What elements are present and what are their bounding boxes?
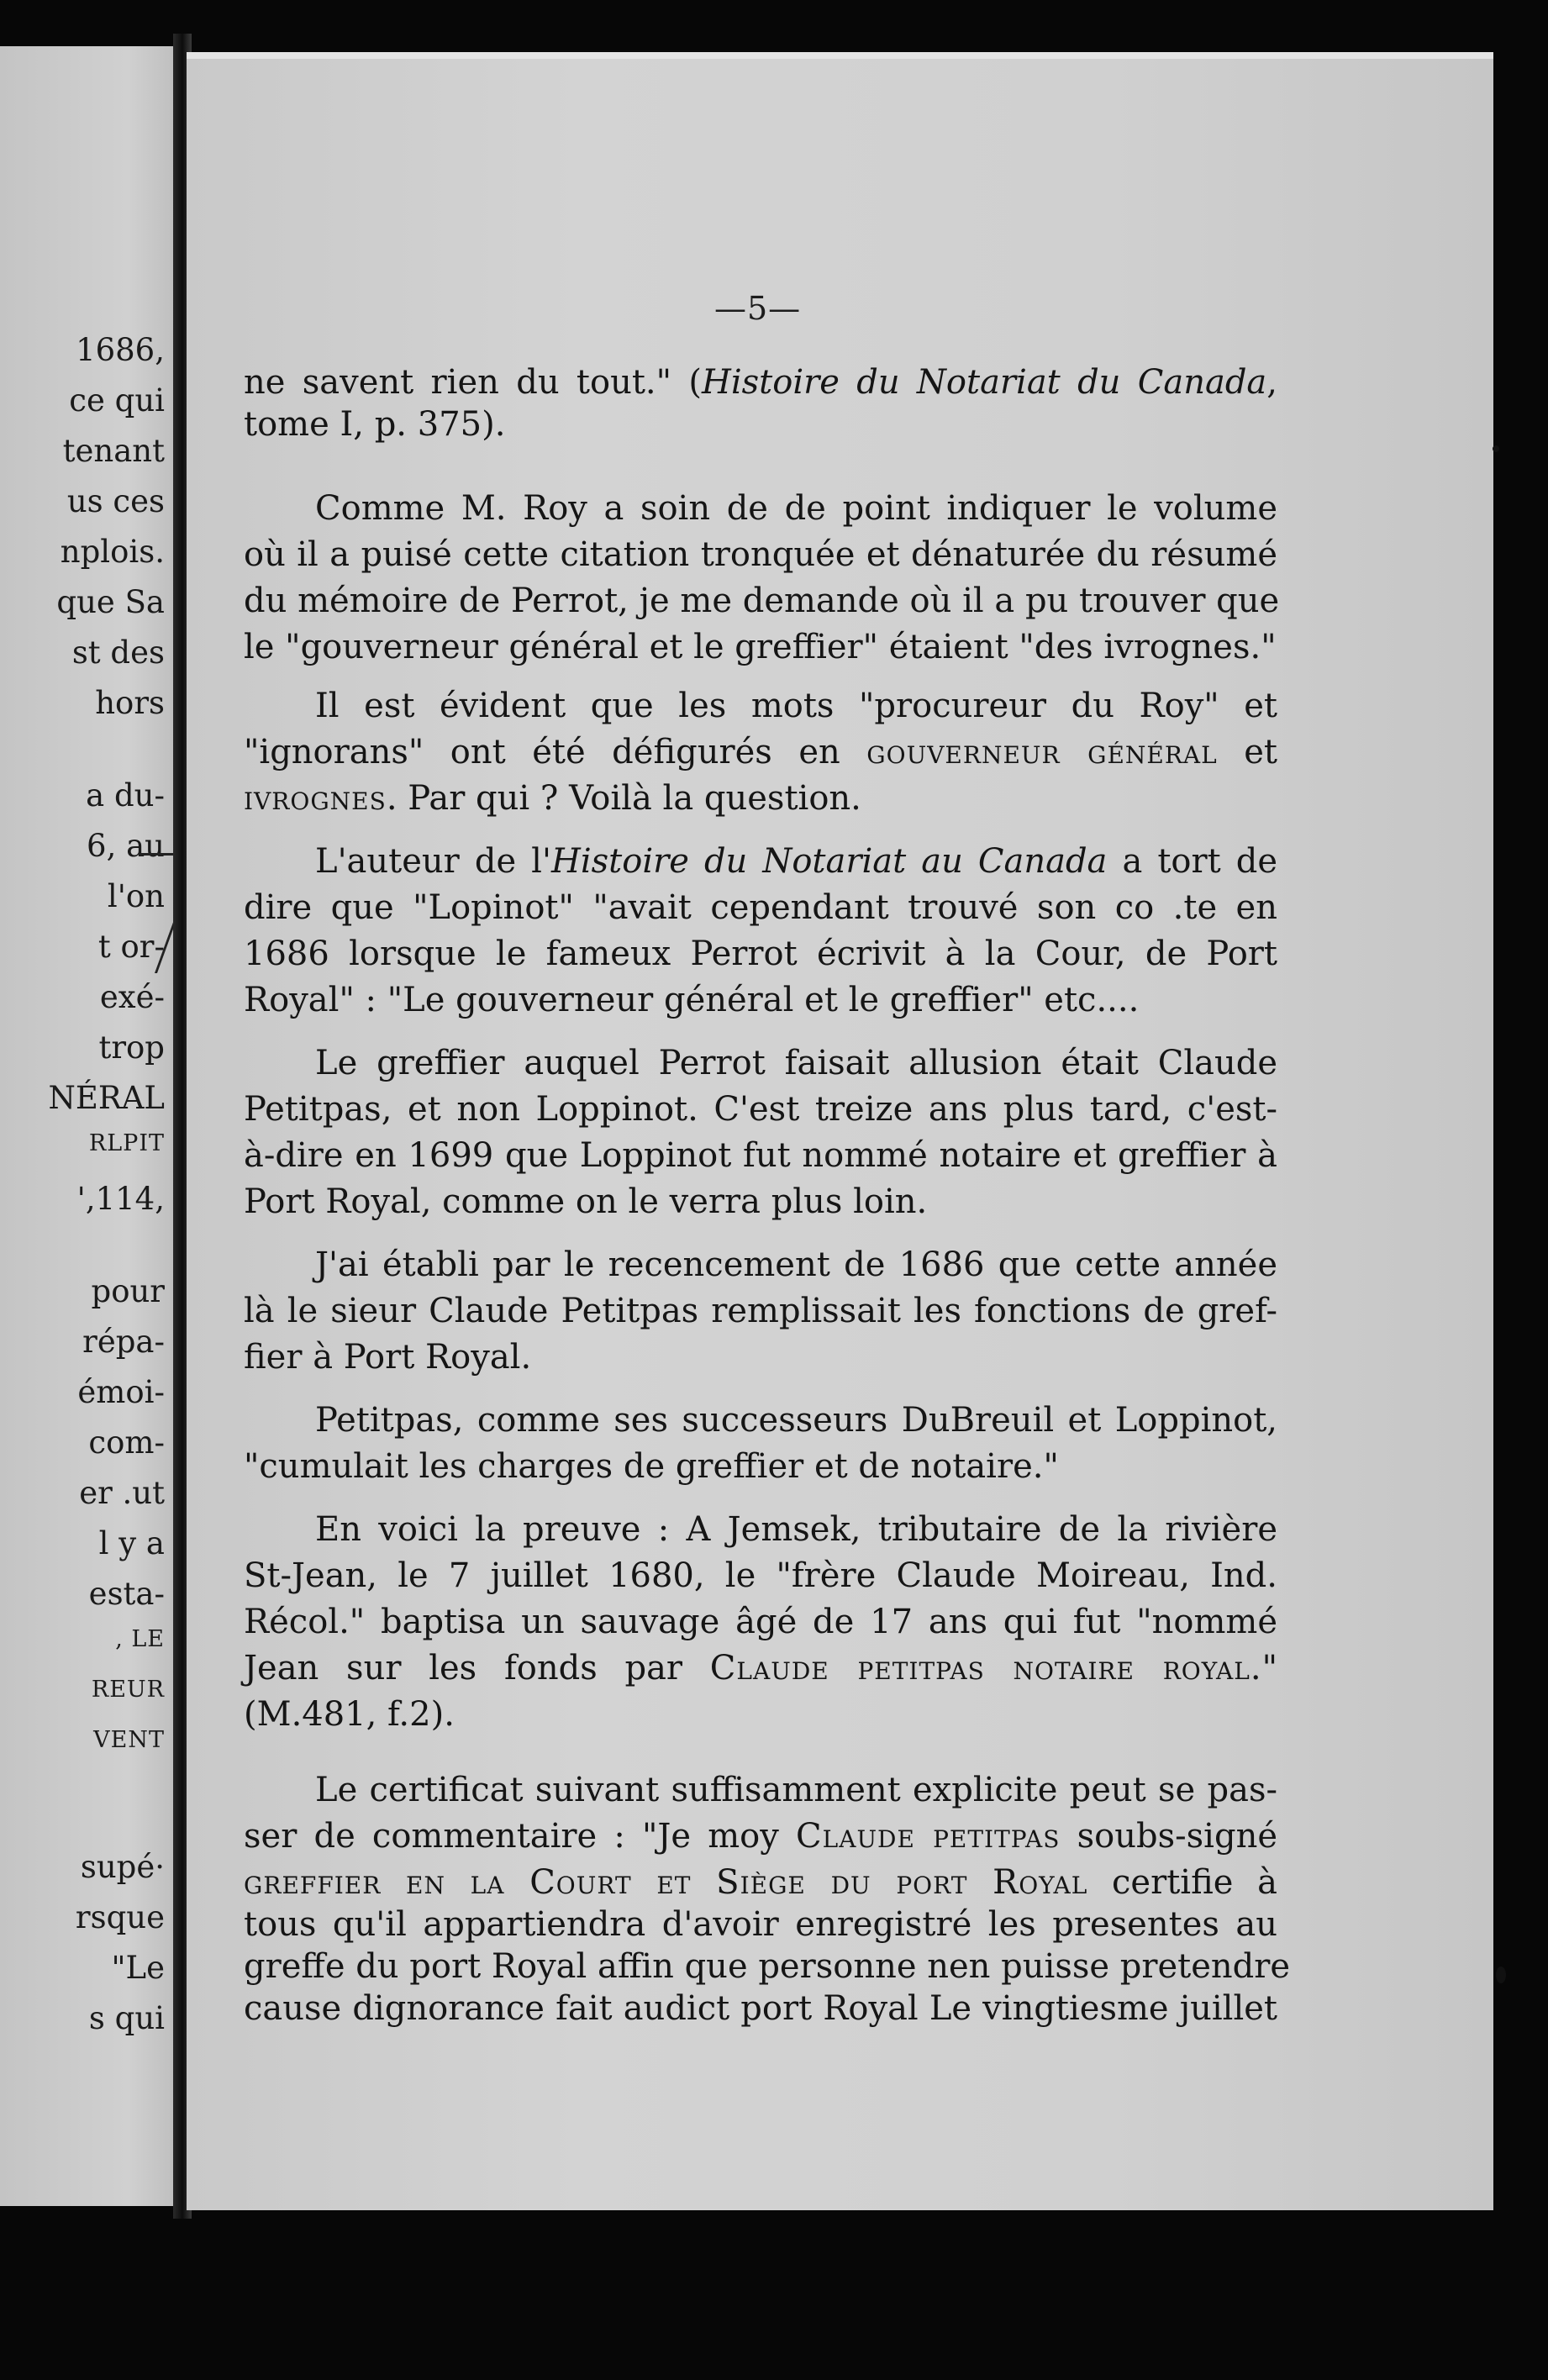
text-segment: Il est évident que les mots "procureur du Roy" et — [315, 687, 1277, 725]
text-segment: St-Jean, le 7 juillet 1680, le "frère Claude Moireau, Ind. — [244, 1556, 1277, 1595]
text-line — [244, 1447, 1277, 1486]
text-segment: L'auteur de l' — [315, 842, 551, 881]
left-page-fragment: ',114, — [76, 1181, 165, 1217]
text-segment: Histoire du Notariat du Canada — [701, 363, 1267, 402]
left-page-fragment: répa- — [82, 1324, 165, 1360]
left-page-fragment: ce qui — [69, 382, 165, 419]
text-segment: ivrognes — [244, 779, 387, 818]
text-segment: Histoire du Notariat au Canada — [550, 842, 1108, 881]
text-line — [244, 1090, 1277, 1129]
scan-speck — [1496, 1967, 1506, 1983]
text-segment: fier à Port Royal. — [244, 1338, 532, 1377]
text-line — [244, 582, 1280, 620]
left-page-fragment: RLPIT — [88, 1130, 165, 1156]
text-segment: " — [1261, 1649, 1277, 1688]
text-segment: J'ai établi par le recencement de 1686 que cette année — [315, 1245, 1277, 1284]
text-line — [244, 1695, 1277, 1734]
text-line — [244, 630, 1277, 664]
text-line — [315, 1245, 1277, 1284]
text-segment: soubs-signé — [1060, 1817, 1278, 1856]
left-page-fragment: us ces — [66, 483, 165, 519]
text-segment: certifie à — [1087, 1863, 1277, 1902]
left-page-fragment: er .ut — [79, 1475, 165, 1511]
text-segment: Claude petitpas notaire royal. — [709, 1649, 1262, 1688]
text-line — [315, 1510, 1277, 1549]
text-line — [315, 1046, 1277, 1080]
text-segment: "ignorans" ont été défigurés en — [244, 733, 867, 771]
text-segment: "cumulait les charges de greffier et de notaire." — [244, 1447, 1059, 1486]
page-number: —5— — [714, 290, 802, 327]
text-segment: tome I, p. 375). — [244, 405, 506, 444]
text-line — [244, 535, 1277, 574]
text-line — [315, 842, 1278, 881]
text-line — [244, 1989, 1277, 2028]
text-line — [244, 1905, 1277, 1944]
text-line — [244, 779, 1277, 818]
text-segment: du mémoire de Perrot, je me demande où il a pu trouver que — [244, 582, 1280, 620]
left-page-fragment: t or- — [97, 929, 165, 965]
text-segment: a tort de — [1107, 842, 1278, 881]
text-line — [244, 1605, 1277, 1639]
left-page-fragment: hors — [95, 685, 165, 721]
left-page-fragment: REUR — [91, 1677, 165, 1703]
scan-speck — [1493, 445, 1499, 452]
text-segment: dire que "Lopinot" "avait cependant trouvé son co .te en — [244, 888, 1277, 927]
text-segment: ne savent rien du tout." ( — [244, 363, 702, 402]
left-page-fragment: 1686, — [76, 332, 165, 368]
text-line — [244, 888, 1277, 927]
text-line — [315, 1401, 1277, 1440]
text-line — [244, 1947, 1291, 1986]
left-page-fragment: com- — [88, 1424, 165, 1461]
text-segment: . Par qui ? Voilà la question. — [386, 779, 861, 818]
left-page-fragment: tenant — [62, 433, 165, 469]
text-segment: greffe du port Royal affin que personne nen puisse pretendre — [244, 1947, 1291, 1986]
text-segment: ser de commentaire : "Je moy — [244, 1817, 797, 1856]
text-segment: Claude petitpas — [796, 1817, 1061, 1856]
text-segment: cause dignorance fait audict port Royal Le vingtiesme juillet — [244, 1989, 1277, 2028]
text-line — [244, 1182, 1277, 1221]
text-line — [244, 1863, 1277, 1902]
left-page-fragment: l y a — [98, 1525, 165, 1561]
left-page-fragment: st des — [71, 634, 165, 671]
text-segment: à-dire en 1699 que Loppinot fut nommé notaire et greffier à — [244, 1136, 1277, 1175]
left-page-fragment: trop — [98, 1029, 165, 1066]
text-segment: Port Royal, comme on le verra plus loin. — [244, 1182, 928, 1221]
text-line — [315, 489, 1277, 528]
text-segment: le "gouverneur général et le greffier" étaient "des ivrognes." — [244, 628, 1277, 666]
text-segment: Petitpas, et non Loppinot. C'est treize ans plus tard, c'est- — [244, 1090, 1277, 1129]
text-segment: tous qu'il appartiendra d'avoir enregistré les presentes au — [244, 1905, 1277, 1944]
left-page-fragment: émoi- — [77, 1374, 165, 1410]
text-segment: , — [1266, 363, 1277, 402]
text-line — [244, 937, 1277, 971]
text-line — [244, 1294, 1277, 1328]
left-page-fragment: a du- — [86, 777, 165, 814]
text-segment: Récol." baptisa un sauvage âgé de 17 ans qui fut "nommé — [244, 1603, 1277, 1641]
left-page-fragment: s qui — [88, 2000, 165, 2036]
text-line — [315, 1773, 1277, 1807]
text-segment: où il a puisé cette citation tronquée et dénaturée du résumé — [244, 535, 1277, 574]
left-page-fragment: , LE — [115, 1626, 165, 1652]
left-page-fragment: "Le — [111, 1950, 165, 1986]
text-line — [244, 1136, 1277, 1175]
text-line — [244, 363, 1277, 402]
left-page-fragment: supé· — [80, 1849, 165, 1885]
left-page-fragment: pour — [91, 1273, 165, 1309]
left-page-fragment: NÉRAL — [48, 1080, 165, 1116]
text-segment: là le sieur Claude Petitpas remplissait les fonctions de gref- — [244, 1292, 1277, 1330]
left-page-fragment: l'on — [107, 878, 165, 914]
left-facing-page — [0, 46, 183, 2206]
text-segment: En voici la preuve : A Jemsek, tributaire de la rivière — [315, 1510, 1277, 1549]
text-segment: Le greffier auquel Perrot faisait allusion était Claude — [315, 1044, 1277, 1082]
left-page-fragment: VENT — [93, 1727, 165, 1753]
text-line — [244, 735, 1277, 769]
left-page-fragment: exé- — [99, 979, 165, 1015]
text-segment: greffier en la Court et Siège du port Royal — [244, 1863, 1088, 1902]
left-page-fragment: esta- — [88, 1576, 165, 1612]
text-line — [244, 1556, 1277, 1595]
text-segment: Petitpas, comme ses successeurs DuBreuil et Loppinot, — [315, 1401, 1277, 1440]
text-line — [244, 405, 1277, 444]
text-line — [315, 689, 1277, 723]
left-page-fragment: nplois. — [60, 534, 165, 570]
text-line — [244, 983, 1277, 1017]
text-segment: Le certificat suivant suffisamment explicite peut se pas- — [315, 1771, 1277, 1809]
text-segment: Royal" : "Le gouverneur général et le greffier" etc.... — [244, 981, 1140, 1019]
text-segment: (M.481, f.2). — [244, 1695, 455, 1734]
left-page-fragment: que Sa — [56, 584, 165, 620]
left-page-fragment: rsque — [75, 1899, 165, 1935]
text-segment: 1686 lorsque le fameux Perrot écrivit à la Cour, de Port — [244, 935, 1277, 973]
text-segment: Jean sur les fonds par — [244, 1649, 710, 1688]
text-line — [244, 1649, 1277, 1688]
text-segment: gouverneur général — [866, 733, 1218, 771]
left-page-fragment: 6, au — [87, 828, 165, 864]
text-segment: et — [1217, 733, 1277, 771]
text-segment: Comme M. Roy a soin de de point indiquer le volume — [315, 489, 1277, 528]
text-line — [244, 1817, 1278, 1856]
text-line — [244, 1338, 1277, 1377]
